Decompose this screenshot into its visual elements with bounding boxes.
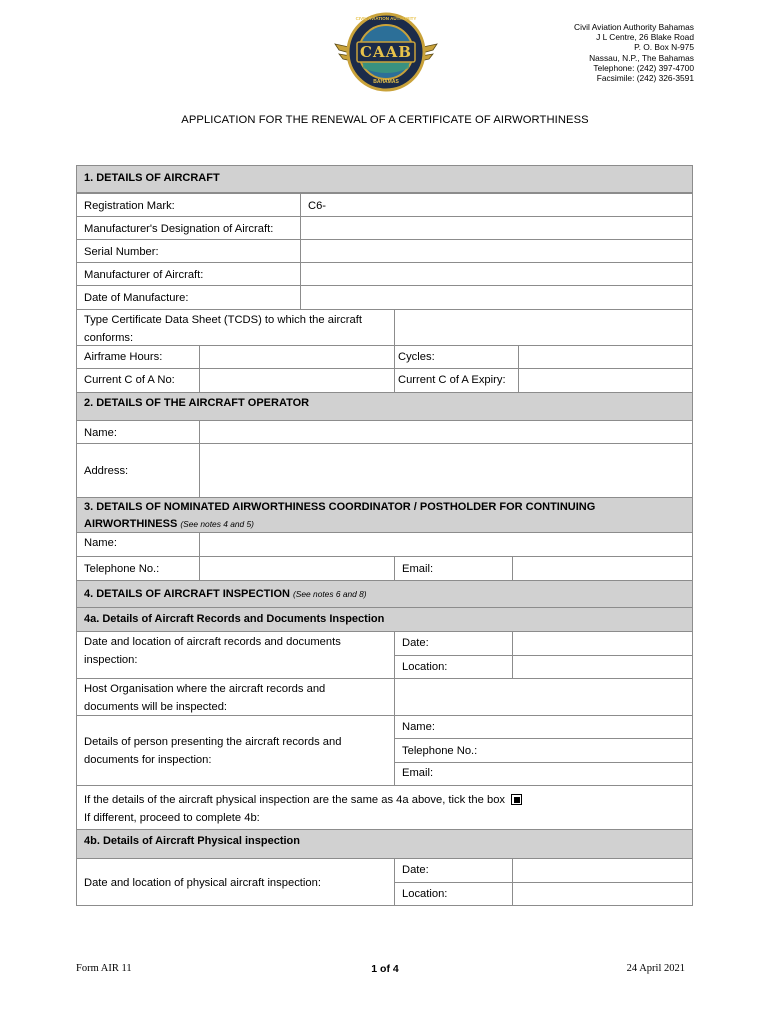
records-inspection-label-line: Date and location of aircraft records and documents [84, 636, 341, 648]
records-inspection-label [76, 631, 395, 679]
address-line: P. O. Box N-975 [634, 42, 694, 53]
cycles-field[interactable] [518, 345, 693, 369]
coordinator-email-label: Email: [394, 556, 513, 581]
same-as-4a-row [76, 785, 693, 830]
coordinator-email-field[interactable] [512, 556, 693, 581]
authority-address [574, 22, 694, 83]
records-date-field[interactable] [512, 631, 693, 656]
operator-address-field[interactable] [199, 443, 693, 498]
records-location-field[interactable] [512, 655, 693, 679]
operator-name-field[interactable] [199, 420, 693, 444]
current-coa-field[interactable] [199, 368, 395, 393]
registration-mark-field[interactable]: C6- [300, 193, 693, 217]
airframe-hours-label: Airframe Hours: [76, 345, 200, 369]
coordinator-name-label: Name: [76, 532, 200, 557]
current-coa-expiry-field[interactable] [518, 368, 693, 393]
physical-inspection-label [76, 858, 395, 906]
section-4b-heading-text: 4b. Details of Aircraft Physical inspection [84, 835, 300, 847]
records-location-label: Location: [394, 655, 513, 679]
operator-address-label-text: Address: [84, 465, 129, 477]
manufacturer-field[interactable] [300, 262, 693, 286]
coordinator-name-field[interactable] [199, 532, 693, 557]
host-organisation-label [76, 678, 395, 716]
same-as-4a-text: If the details of the aircraft physical inspection are the same as 4a above, tick the box [84, 794, 506, 806]
section-4-note: (See notes 6 and 8) [293, 589, 367, 599]
physical-inspection-label-text: Date and location of physical aircraft inspection: [84, 876, 321, 889]
logo-text: CAAB [360, 43, 412, 61]
serial-number-field[interactable] [300, 239, 693, 263]
proceed-4b-text: If different, proceed to complete 4b: [84, 812, 260, 824]
presenter-details-label-line: documents for inspection: [84, 753, 212, 766]
presenter-telephone-label: Telephone No.: [394, 738, 693, 763]
section-1-heading [76, 165, 693, 193]
manufacturer-designation-label: Manufacturer's Designation of Aircraft: [76, 216, 301, 240]
section-3-heading [76, 497, 693, 533]
current-coa-expiry-label: Current C of A Expiry: [394, 368, 519, 393]
records-date-label: Date: [394, 631, 513, 656]
tcds-label [76, 309, 395, 346]
address-line: Telephone: (242) 397-4700 [593, 62, 694, 73]
logo-bottom-text: BAHAMAS [373, 79, 399, 85]
serial-number-label: Serial Number: [76, 239, 301, 263]
registration-mark-label: Registration Mark: [76, 193, 301, 217]
tcds-label-line: conforms: [84, 332, 134, 344]
same-as-4a-line [84, 791, 686, 809]
section-2-heading [76, 392, 693, 421]
presenter-details-label-line: Details of person presenting the aircraft records and [84, 735, 342, 748]
host-organisation-label-line: Host Organisation where the aircraft records and [84, 683, 326, 695]
tcds-label-line: Type Certificate Data Sheet (TCDS) to which the aircraft [84, 314, 362, 326]
airframe-hours-field[interactable] [199, 345, 395, 369]
host-organisation-label-line: documents will be inspected: [84, 701, 228, 713]
caab-logo [333, 10, 439, 94]
logo-ring-text: CIVIL AVIATION AUTHORITY [355, 16, 417, 21]
coordinator-telephone-label: Telephone No.: [76, 556, 200, 581]
section-4-heading-text: 4. DETAILS OF AIRCRAFT INSPECTION [84, 588, 290, 600]
address-line: Civil Aviation Authority Bahamas [574, 22, 694, 32]
date-of-manufacture-field[interactable] [300, 285, 693, 310]
date-of-manufacture-label: Date of Manufacture: [76, 285, 301, 310]
operator-address-label [76, 443, 200, 498]
physical-location-label: Location: [394, 882, 513, 906]
records-inspection-label-line: inspection: [84, 654, 138, 666]
host-organisation-field[interactable] [394, 678, 693, 716]
same-as-4a-checkbox[interactable] [511, 794, 522, 805]
section-1-heading-text: 1. DETAILS OF AIRCRAFT [84, 172, 220, 184]
address-line: Nassau, N.P., The Bahamas [589, 52, 694, 63]
tcds-field[interactable] [394, 309, 693, 346]
manufacturer-designation-field[interactable] [300, 216, 693, 240]
manufacturer-label: Manufacturer of Aircraft: [76, 262, 301, 286]
physical-date-field[interactable] [512, 858, 693, 883]
section-3-note: (See notes 4 and 5) [180, 519, 254, 529]
address-line: Facsimile: (242) 326-3591 [596, 73, 694, 84]
section-2-heading-text: 2. DETAILS OF THE AIRCRAFT OPERATOR [84, 397, 310, 409]
presenter-email-label: Email: [394, 762, 693, 786]
section-4a-heading-text: 4a. Details of Aircraft Records and Documents Inspection [84, 613, 385, 625]
document-title: APPLICATION FOR THE RENEWAL OF A CERTIFICATE OF AIRWORTHINESS [181, 114, 589, 126]
section-3-heading-line: 3. DETAILS OF NOMINATED AIRWORTHINESS COORDINATOR / POSTHOLDER FOR CONTINUING [84, 501, 596, 513]
operator-name-label: Name: [76, 420, 200, 444]
presenter-details-label [76, 715, 395, 786]
coordinator-telephone-field[interactable] [199, 556, 395, 581]
form-date: 24 April 2021 [626, 963, 685, 974]
cycles-label: Cycles: [394, 345, 519, 369]
section-3-heading-line2: AIRWORTHINESS [84, 518, 178, 530]
section-4a-heading [76, 607, 693, 632]
physical-date-label: Date: [394, 858, 513, 883]
presenter-name-label: Name: [394, 715, 693, 739]
section-4-heading [76, 580, 693, 608]
current-coa-label: Current C of A No: [76, 368, 200, 393]
physical-location-field[interactable] [512, 882, 693, 906]
form-id: Form AIR 11 [76, 963, 132, 974]
section-3-heading-line [84, 516, 686, 533]
page-number: 1 of 4 [371, 963, 399, 975]
address-line: J L Centre, 26 Blake Road [596, 32, 694, 43]
section-4b-heading [76, 829, 693, 859]
